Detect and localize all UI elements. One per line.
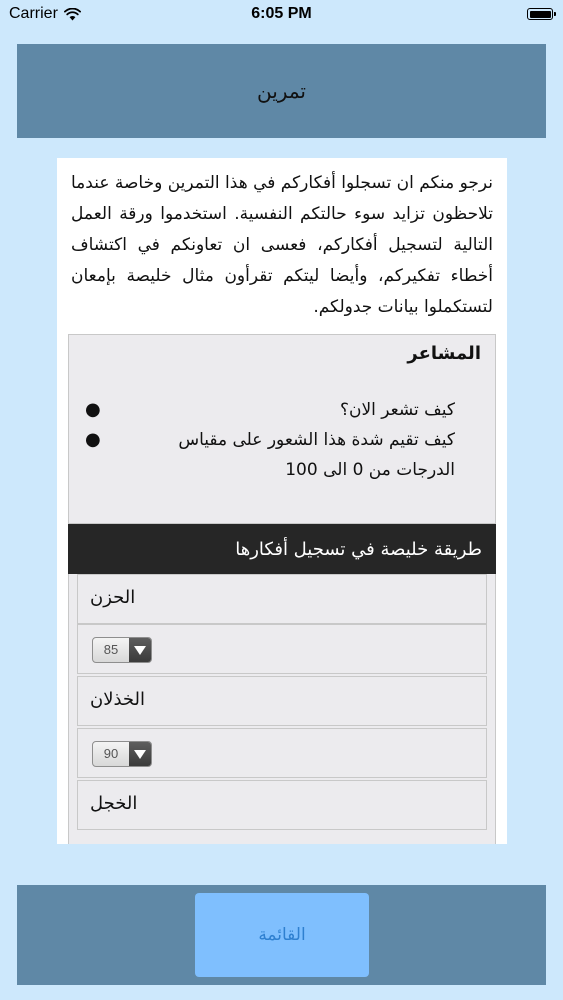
intro-text: نرجو منكم ان تسجلوا أفكاركم في هذا التمرين وخاصة عندما تلاحظون تزايد سوء حالتكم النفسية. استخدموا ورقة العمل التالية لتسجيل أفكاركم، فعسى ان تعاونكم في اكتشاف أخطاء تفكيركم، وأيضا ليتكم تقرأون مثال خليصة بإمعان لتستكملوا بيانات جدولكم. xyxy=(71,173,493,317)
example-header-title: طريقة خليصة في تسجيل أفكارها xyxy=(235,538,482,560)
chevron-down-icon xyxy=(129,742,151,766)
example-list xyxy=(68,574,496,844)
battery-icon xyxy=(527,8,553,20)
table-row xyxy=(77,780,487,830)
emotion-label: الحزن xyxy=(90,587,136,608)
battery-fill xyxy=(530,11,551,18)
feelings-item-text: كيف تشعر الان؟ xyxy=(339,400,455,420)
content-card[interactable] xyxy=(57,158,507,844)
status-bar xyxy=(0,0,563,30)
list-item xyxy=(85,425,455,485)
example-section-header xyxy=(68,524,496,574)
footer-bar xyxy=(17,885,546,985)
emotion-label: الخذلان xyxy=(90,689,146,710)
chevron-down-icon xyxy=(129,638,151,662)
rating-select[interactable] xyxy=(92,741,152,767)
list-item xyxy=(85,395,455,425)
rating-value: 85 xyxy=(103,642,119,657)
header-bar xyxy=(17,44,546,138)
table-row xyxy=(77,574,487,624)
status-time: 6:05 PM xyxy=(251,5,312,22)
page-title: تمرين xyxy=(257,79,306,103)
table-row xyxy=(77,728,487,778)
bullet-icon: ● xyxy=(85,399,101,420)
rating-select[interactable] xyxy=(92,637,152,663)
feelings-title: المشاعر xyxy=(407,343,481,364)
emotion-label: الخجل xyxy=(90,793,138,814)
menu-button[interactable]: القائمة xyxy=(195,893,369,977)
feelings-item-text: كيف تقيم شدة هذا الشعور على مقياس الدرجات من 0 الى 100 xyxy=(178,430,455,480)
carrier-label: Carrier xyxy=(9,5,58,22)
feelings-list xyxy=(69,395,495,485)
feelings-section xyxy=(68,334,496,524)
bullet-icon: ● xyxy=(85,429,101,450)
rating-value: 90 xyxy=(103,746,119,761)
table-row xyxy=(77,676,487,726)
table-row xyxy=(77,624,487,674)
